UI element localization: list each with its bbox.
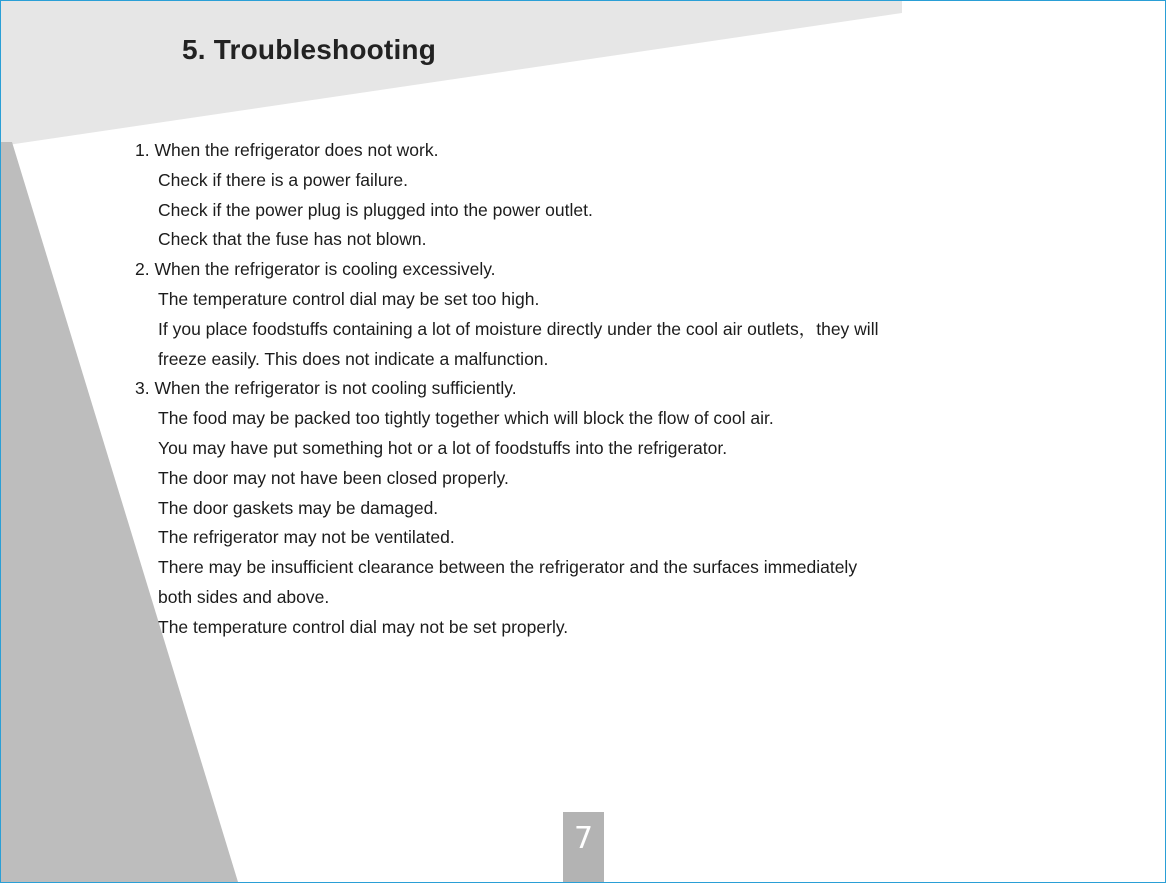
page-number: 7 [563, 812, 604, 882]
section-heading: 2. When the refrigerator is cooling excessively. [135, 259, 496, 280]
section-line: You may have put something hot or a lot of foodstuffs into the refrigerator. [158, 437, 728, 458]
section-line: The temperature control dial may be set too high. [158, 288, 540, 309]
section-heading: 1. When the refrigerator does not work. [135, 140, 439, 160]
section-line: both sides and above. [158, 586, 330, 607]
troubleshooting-section-2 [135, 255, 1015, 374]
header-band [1, 1, 902, 146]
troubleshooting-list [135, 136, 1015, 643]
section-line: The food may be packed too tightly together which will block the flow of cool air. [158, 408, 774, 429]
section-heading: 3. When the refrigerator is not cooling sufficiently. [135, 378, 517, 399]
section-line: If you place foodstuffs containing a lot of moisture directly under the cool air outlets，they will [158, 318, 879, 339]
page-title: 5. Troubleshooting [182, 34, 437, 65]
section-line: The door gaskets may be damaged. [158, 497, 439, 518]
section-line: Check if there is a power failure. [158, 169, 408, 190]
section-line: There may be insufficient clearance between the refrigerator and the surfaces immediately [158, 557, 858, 578]
section-line: Check that the fuse has not blown. [158, 229, 427, 250]
section-line: Check if the power plug is plugged into the power outlet. [158, 199, 593, 220]
troubleshooting-section-1 [135, 136, 1015, 255]
section-line: The temperature control dial may not be set properly. [158, 616, 569, 637]
troubleshooting-section-3 [135, 374, 1015, 642]
section-line: freeze easily. This does not indicate a malfunction. [158, 348, 549, 369]
section-line: The door may not have been closed properly. [158, 467, 509, 488]
section-line: The refrigerator may not be ventilated. [158, 527, 455, 548]
